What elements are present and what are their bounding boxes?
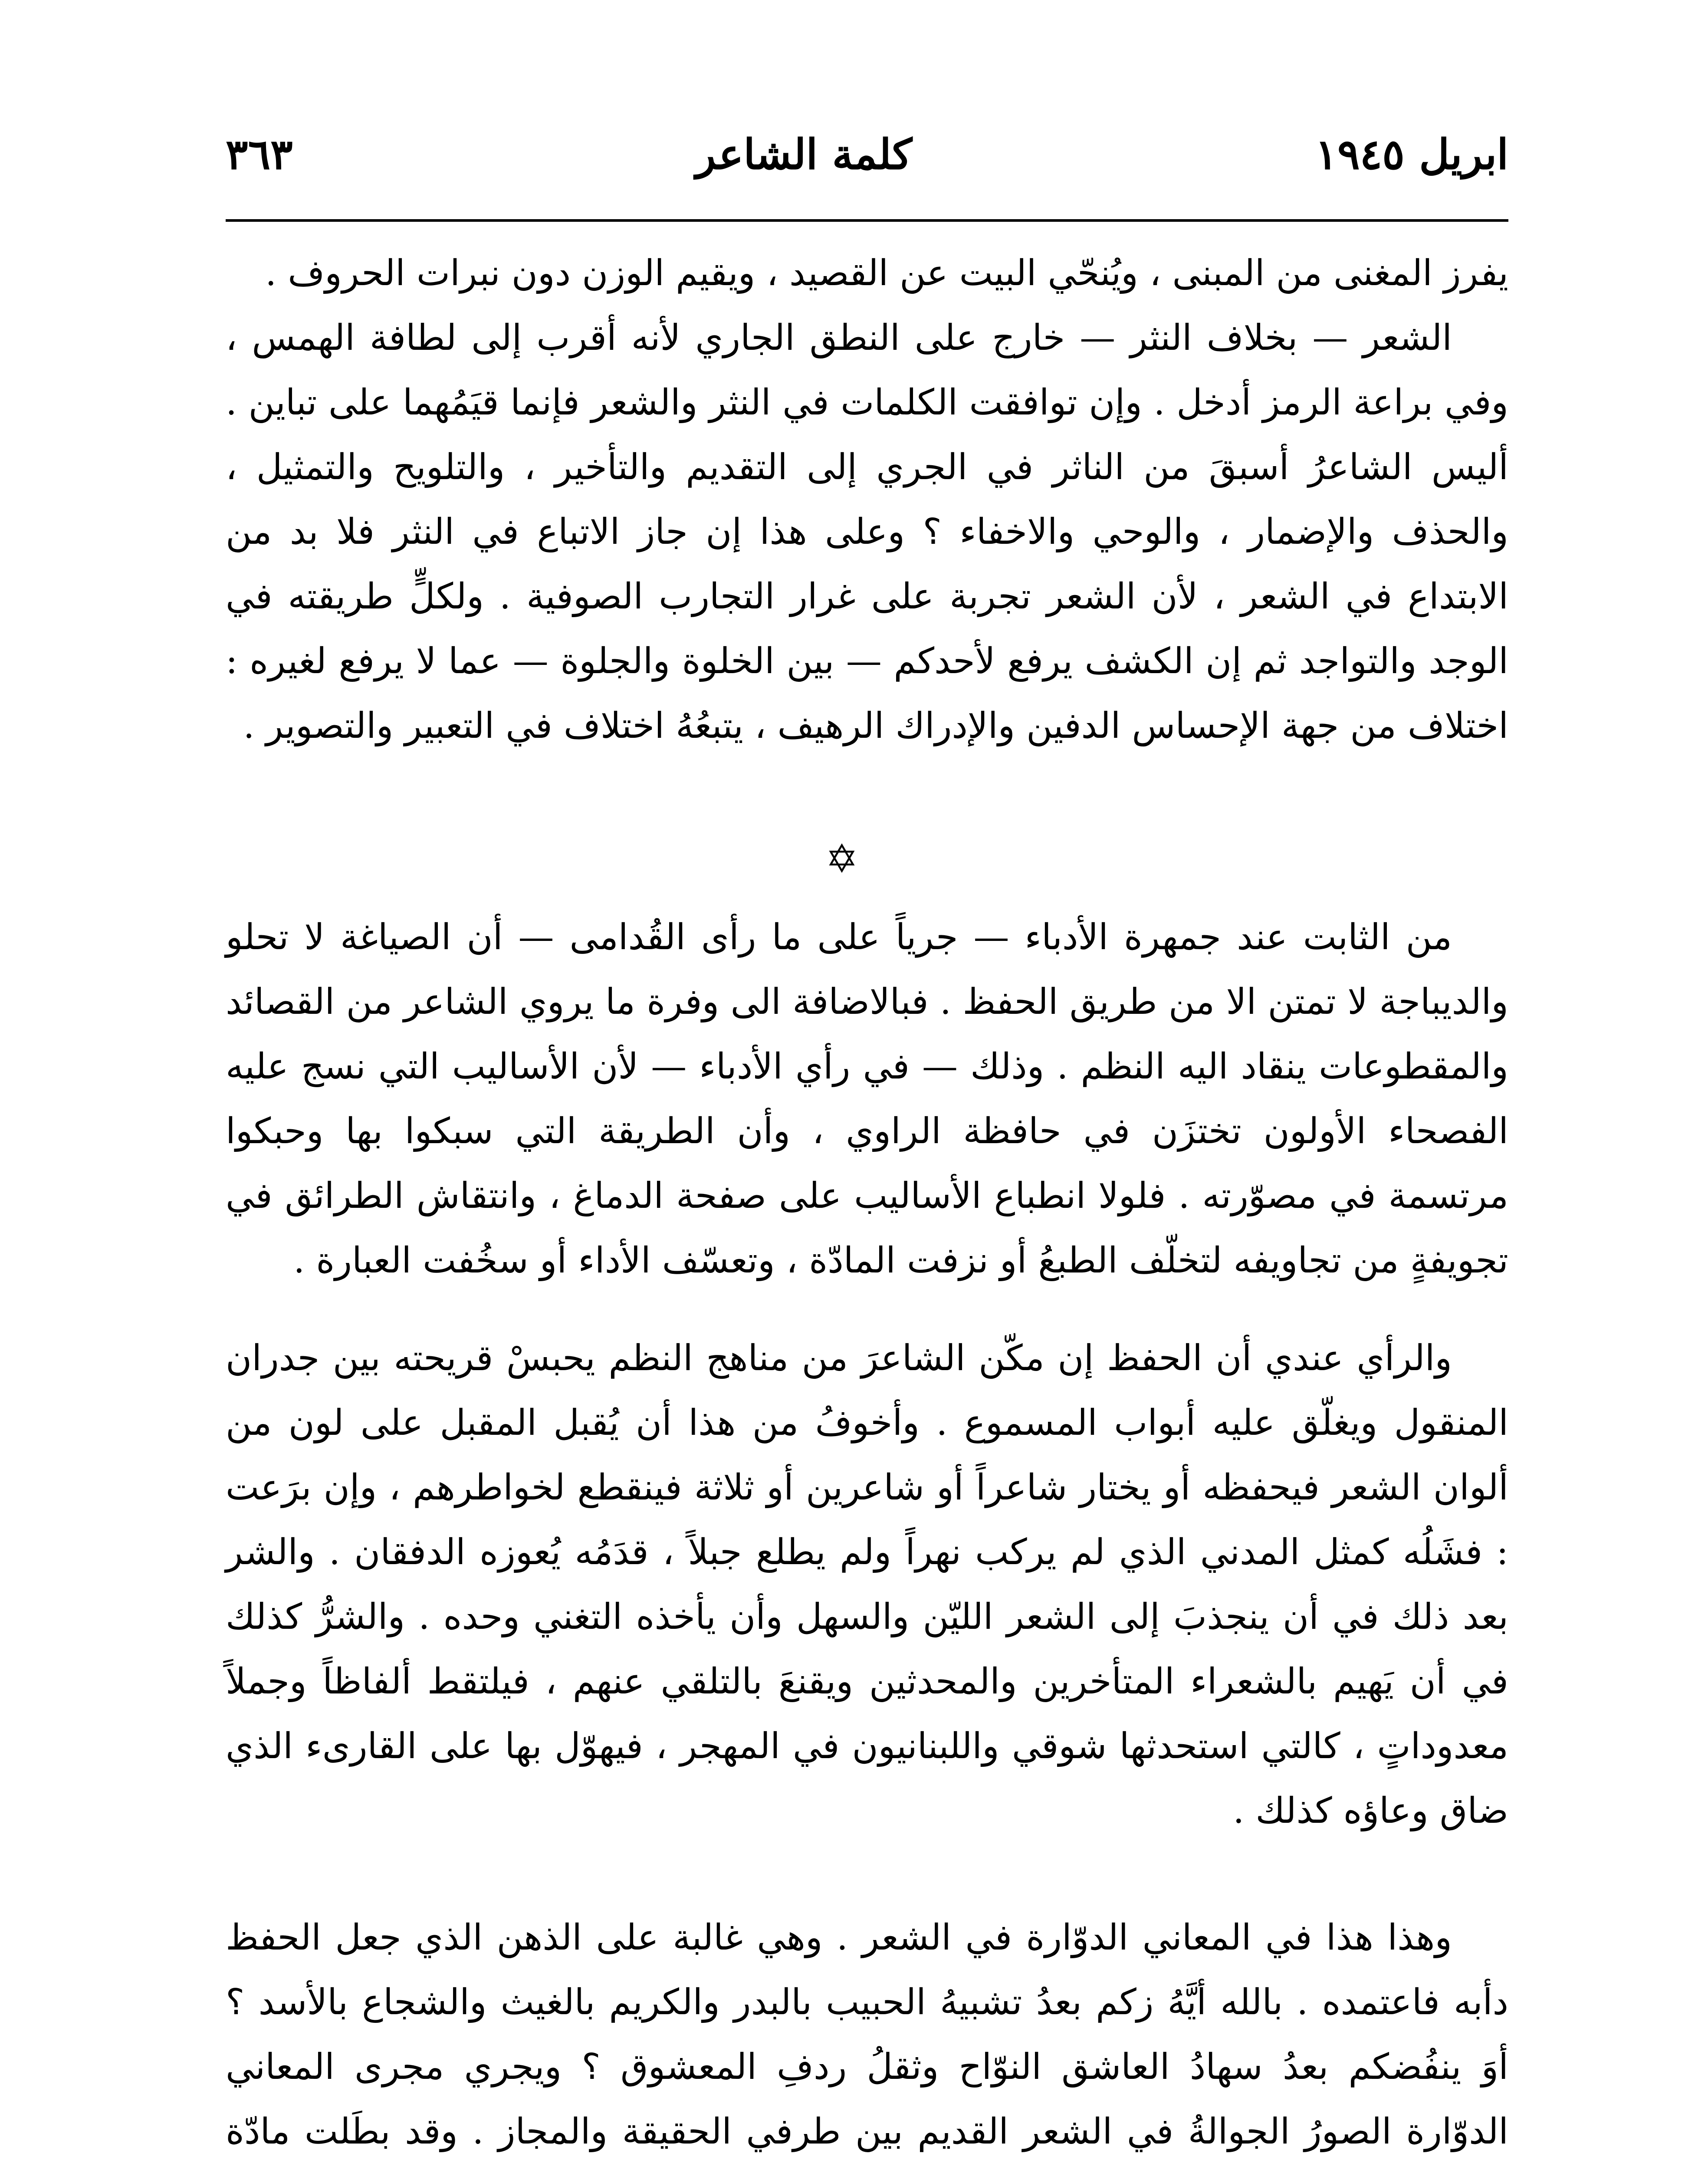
header-title: كلمة الشاعر	[696, 129, 913, 179]
header-page-number: ٣٦٣	[226, 129, 293, 179]
text-section-four	[226, 1905, 1508, 2170]
paragraph-5: وهذا هذا في المعاني الدوّارة في الشعر . وهي غالبة على الذهن الذي جعل الحفظ دأبه فاعتمده . بالله أيَّهُ زكم بعدُ تشبيهُ الحبيب بالبدر والكريم بالغيث والشجاع بالأسد ؟ أوَ ينفُضكم بعدُ سهادُ العاشق النوّاح وثقلُ ردفِ المعشوق ؟ ويجري مجرى المعاني الدوّارة الصورُ الجوالةُ في الشعر القديم بين طرفي الحقيقة والمجاز . وقد بطَلت مادّة	[226, 1917, 1508, 2152]
header-rule	[226, 219, 1508, 222]
section-separator-star-icon: ✡	[825, 836, 858, 882]
paragraph-2: الشعر — بخلاف النثر — خارج على النطق الجاري لأنه أقرب إلى لطافة الهمس ، وفي براعة الرمز أدخل . وإن توافقت الكلمات في النثر والشعر فإنما قيَمُهما على تباين . أليس الشاعرُ أسبقَ من الناثر في الجري إلى التقديم والتأخير ، والتلويح والتمثيل ، والحذف والإضمار ، والوحي والاخفاء ؟ وعلى هذا إن جاز الاتباع في النثر فلا بد من الابتداع في الشعر ، لأن الشعر تجربة على غرار التجارب الصوفية . ولكلٍّ طريقته في الوجد والتواجد ثم إن الكشف يرفع لأحدكم — بين الخلوة والجلوة — عما لا يرفع لغيره : اختلاف من جهة الإحساس الدفين والإدراك الرهيف ، يتبعُهُ اختلاف في التعبير والتصوير .	[226, 317, 1508, 746]
paragraph-3: من الثابت عند جمهرة الأدباء — جرياً على ما رأى القُدامى — أن الصياغة لا تحلو والديباجة لا تمتن الا من طريق الحفظ . فبالاضافة الى وفرة ما يروي الشاعر من القصائد والمقطوعات ينقاد اليه النظم . وذلك — في رأي الأدباء — لأن الأساليب التي نسج عليه الفصحاء الأولون تختزَن في حافظة الراوي ، وأن الطريقة التي سبكوا بها وحبكوا مرتسمة في مصوّرته . فلولا انطباع الأساليب على صفحة الدماغ ، وانتقاش الطرائق في تجويفةٍ من تجاويفه لتخلّف الطبعُ أو نزفت المادّة ، وتعسّف الأداء أو سخُفت العبارة .	[226, 917, 1508, 1281]
text-section-two	[226, 905, 1508, 1293]
text-section-one	[226, 241, 1508, 758]
paragraph-4: والرأي عندي أن الحفظ إن مكّن الشاعرَ من مناهج النظم يحبسْ قريحته بين جدران المنقول ويغلّق عليه أبواب المسموع . وأخوفُ من هذا أن يُقبل المقبل على لون من ألوان الشعر فيحفظه أو يختار شاعراً أو شاعرين أو ثلاثة فينقطع لخواطرهم ، وإن برَعت : فشَلُه كمثل المدني الذي لم يركب نهراً ولم يطلع جبلاً ، قدَمُه يُعوزه الدفقان . والشر بعد ذلك في أن ينجذبَ إلى الشعر الليّن والسهل وأن يأخذه التغني وحده . والشرُّ كذلك في أن يَهيم بالشعراء المتأخرين والمحدثين ويقنعَ بالتلقي عنهم ، فيلتقط ألفاظاً وجملاً معدوداتٍ ، كالتي استحدثها شوقي واللبنانيون في المهجر ، فيهوّل بها على القارىء الذي ضاق وعاؤه كذلك .	[226, 1338, 1508, 1831]
paragraph-1: يفرز المغنى من المبنى ، ويُنحّي البيت عن القصيد ، ويقيم الوزن دون نبرات الحروف .	[265, 253, 1508, 294]
running-header	[226, 122, 1508, 187]
header-date: ابريل ١٩٤٥	[1315, 129, 1508, 179]
text-section-three	[226, 1326, 1508, 1843]
